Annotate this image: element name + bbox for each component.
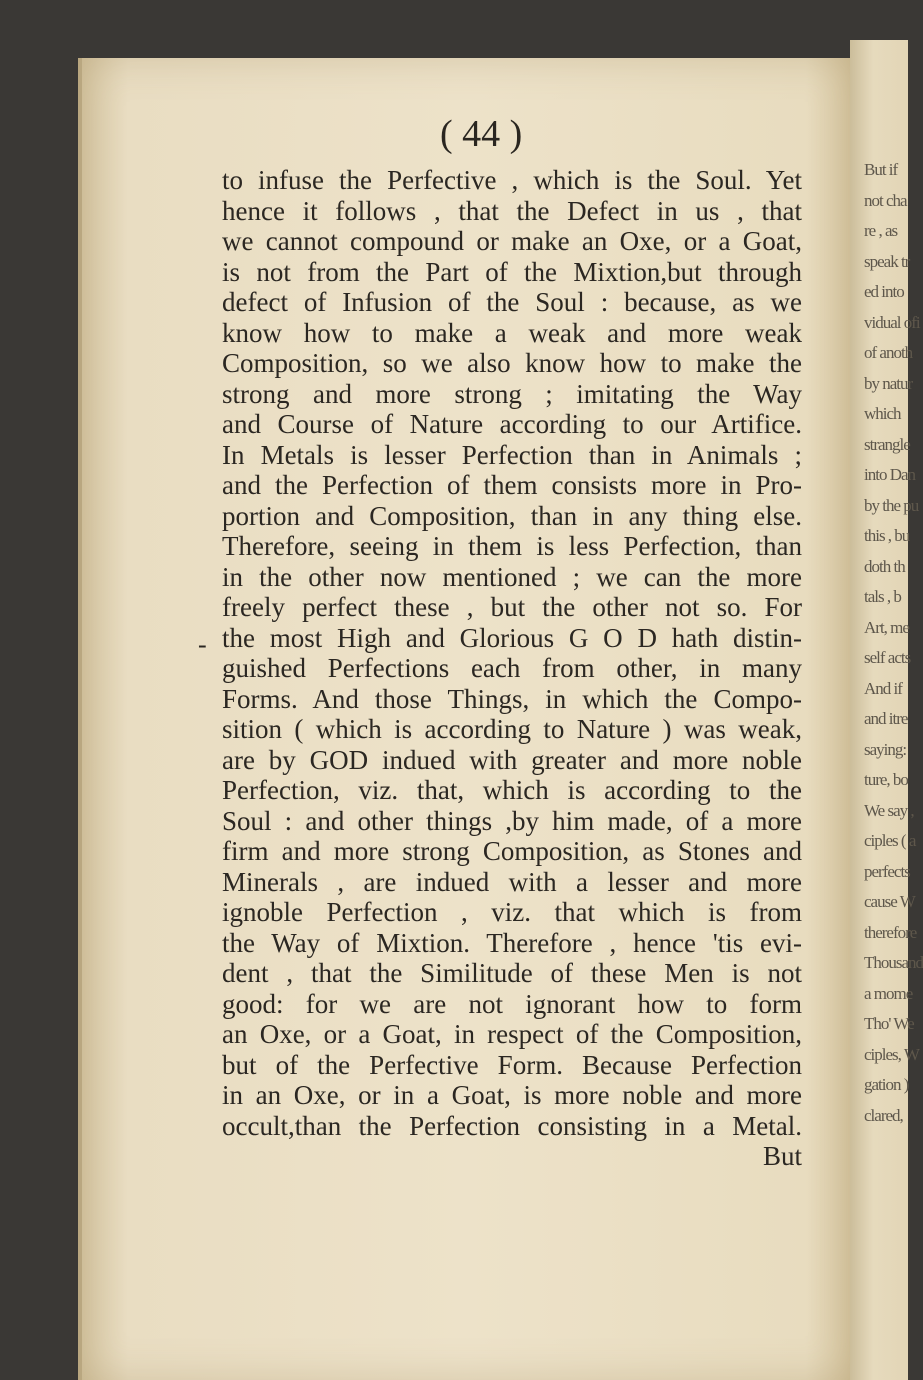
text-line: in an Oxe, or in a Goat, is more noble and more <box>222 1080 802 1110</box>
text-line: is not from the Part of the Mixtion,but through <box>222 256 802 287</box>
text-line: are by GOD indued with greater and more noble <box>222 744 802 775</box>
facing-page-fragment: cause W <box>864 892 915 911</box>
facing-page-fragment: self acts <box>864 648 911 667</box>
catchword: But <box>762 1141 802 1171</box>
text-line: In Metals is lesser Perfection than in Animals ; <box>222 439 802 470</box>
facing-page-fragment: by natur <box>864 373 913 393</box>
text-line: know how to make a weak and more weak <box>222 317 802 348</box>
facing-page-fragment: Art, me <box>864 617 909 637</box>
text-line: to infuse the Perfective , which is the Soul. Yet <box>222 165 802 195</box>
text-line: good: for we are not ignorant how to form <box>222 988 802 1019</box>
facing-page-fragment: vidual ofi <box>864 312 920 332</box>
facing-page-fragment: tals , b <box>864 587 901 606</box>
text-line: Therefore, seeing in them is less Perfection, than <box>222 531 802 561</box>
facing-page-fragment: into Dan <box>864 465 916 484</box>
facing-page-fragment: which <box>864 404 901 423</box>
facing-page-fragment: And if <box>864 678 902 698</box>
text-line: strong and more strong ; imitating the Way <box>222 378 802 409</box>
facing-page-edge <box>850 40 923 1380</box>
text-line: freely perfect these , but the other not so. For <box>222 592 802 622</box>
text-line: Soul : and other things ,by him made, of a more <box>222 805 802 836</box>
text-line: guished Perfections each from other, in many <box>222 653 802 683</box>
text-line: the most High and Glorious G O D hath distin- <box>222 622 802 653</box>
facing-page-fragment: speak tr <box>864 251 910 271</box>
text-line: but of the Perfective Form. Because Perfection <box>222 1049 802 1080</box>
text-line: Forms. And those Things, in which the Compo- <box>222 683 802 714</box>
facing-page-fragment: We say , <box>864 800 914 820</box>
text-line: the Way of Mixtion. Therefore , hence 'tis evi- <box>222 927 802 958</box>
facing-page-fragment: Tho' We <box>864 1014 914 1033</box>
facing-page-fragment: doth th <box>864 556 905 576</box>
facing-page-fragment: re , as <box>864 221 898 240</box>
text-line: in the other now mentioned ; we can the more <box>222 561 802 592</box>
text-line: sition ( which is according to Nature ) was weak, <box>222 714 802 744</box>
facing-page-fragment: this , bu <box>864 526 910 545</box>
facing-page-fragment: therefore <box>864 922 917 942</box>
facing-page-fragment: gation ) <box>864 1075 909 1094</box>
text-line: occult,than the Perfection consisting in a Metal. <box>222 1110 802 1141</box>
facing-page-fragment: a mome <box>864 983 913 1003</box>
margin-mark: - <box>198 630 207 659</box>
text-line: Composition, so we also know how to make the <box>222 348 802 378</box>
facing-page-fragment: Thousand <box>864 953 923 972</box>
facing-page-fragment: clared, <box>864 1105 903 1125</box>
facing-page-fragment: strangle <box>864 434 910 454</box>
page-number: ( 44 ) <box>440 113 523 155</box>
facing-page-fragment: ture, bo <box>864 770 908 789</box>
text-line: dent , that the Similitude of these Men is not <box>222 958 802 988</box>
text-line: Minerals , are indued with a lesser and more <box>222 866 802 897</box>
text-line: defect of Infusion of the Soul : because, as we <box>222 287 802 317</box>
text-line: we cannot compound or make an Oxe, or a Goat, <box>222 226 802 256</box>
facing-page-fragment: by the pu <box>864 495 919 515</box>
facing-page-fragment: perfects <box>864 861 910 881</box>
text-line: ignoble Perfection , viz. that which is from <box>222 897 802 927</box>
text-line: and the Perfection of them consists more in Pro- <box>222 470 802 500</box>
text-line: firm and more strong Composition, as Stones and <box>222 836 802 866</box>
text-line: hence it follows , that the Defect in us , that <box>222 195 802 226</box>
text-line: portion and Composition, than in any thing else. <box>222 500 802 531</box>
facing-page-fragment: not cha <box>864 190 907 210</box>
facing-page-fragment: But if <box>864 160 898 179</box>
facing-page-fragment: saying: <box>864 739 907 759</box>
text-line: an Oxe, or a Goat, in respect of the Composition, <box>222 1019 802 1049</box>
facing-page-fragment: of anoth <box>864 343 913 362</box>
facing-page-fragment: ciples ( a <box>864 831 916 850</box>
facing-page-fragment: ciples, W <box>864 1044 919 1064</box>
text-line: and Course of Nature according to our Artifice. <box>222 409 802 439</box>
body-text <box>222 165 802 1172</box>
facing-page-fragment: and itre <box>864 709 908 728</box>
text-line: Perfection, viz. that, which is according to the <box>222 775 802 805</box>
facing-page-fragment: ed into <box>864 282 904 301</box>
